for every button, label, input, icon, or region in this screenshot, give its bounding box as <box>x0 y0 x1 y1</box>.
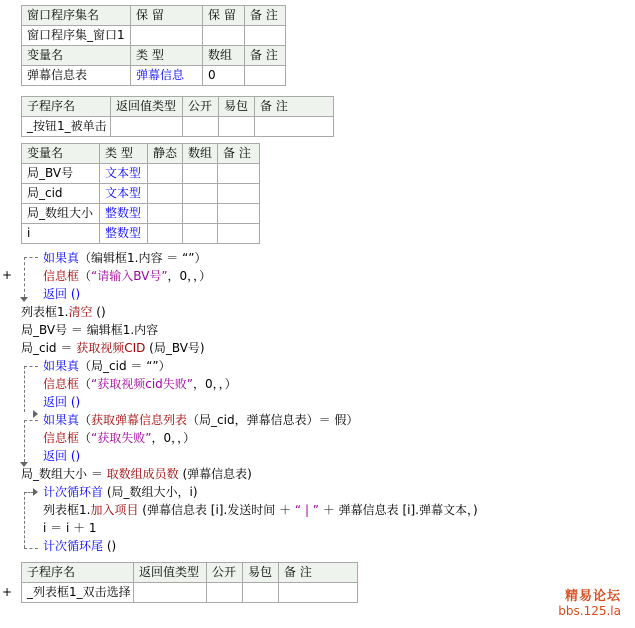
string-literal: “请输入BV号” <box>91 269 168 283</box>
watermark-title: 精易论坛 <box>564 589 621 604</box>
local-var-type[interactable]: 文本型 <box>100 184 148 204</box>
cell[interactable] <box>245 26 286 46</box>
keyword: 计次循环首 <box>43 485 104 499</box>
code-text: （局_cid ＝ “”） <box>79 359 171 373</box>
header-cell: 类 型 <box>131 46 203 66</box>
keyword: 如果真 <box>43 359 80 373</box>
flow-guide <box>24 257 25 297</box>
string-literal: “获取视频cid失败” <box>91 377 194 391</box>
code-text: ，0，，） <box>193 377 237 391</box>
string-literal: “获取失败” <box>91 431 152 445</box>
code-line[interactable] <box>43 502 478 518</box>
header-cell: 变量名 <box>22 144 100 164</box>
header-cell: 保 留 <box>131 6 203 26</box>
window-set-name[interactable]: 窗口程序集_窗口1 <box>22 26 131 46</box>
keyword: 如果真 <box>43 413 80 427</box>
flow-guide <box>24 366 38 367</box>
code-line[interactable] <box>43 412 358 428</box>
header-cell: 备 注 <box>218 144 260 164</box>
command: 取数组成员数 <box>106 467 179 481</box>
local-var-type[interactable]: 整数型 <box>100 224 148 244</box>
code-line[interactable] <box>43 520 97 536</box>
code-line[interactable] <box>43 250 207 266</box>
expand-icon[interactable]: + <box>2 585 13 599</box>
code-line[interactable] <box>43 286 80 302</box>
code-line[interactable] <box>21 304 106 320</box>
cell[interactable] <box>243 583 279 603</box>
flow-guide <box>24 257 38 258</box>
code-text: (局_数组大小，i) <box>103 485 198 499</box>
command: 信息框 <box>43 269 80 283</box>
var-note[interactable] <box>245 66 286 86</box>
header-cell: 返回值类型 <box>134 563 207 583</box>
code-text: 返回 () <box>43 287 81 301</box>
cell[interactable] <box>148 184 183 204</box>
code-text: （ <box>79 377 92 391</box>
flow-guide <box>24 420 25 462</box>
command: 加入项目 <box>90 503 139 517</box>
code-line[interactable] <box>43 484 198 500</box>
keyword: 如果真 <box>43 251 80 265</box>
expand-icon[interactable]: + <box>2 268 13 282</box>
header-cell: 变量名 <box>22 46 131 66</box>
code-line[interactable] <box>43 538 116 554</box>
cell[interactable] <box>279 583 358 603</box>
subroutine-table <box>21 96 334 137</box>
command: 信息框 <box>43 377 80 391</box>
header-cell: 备 注 <box>245 46 286 66</box>
header-cell: 备 注 <box>279 563 358 583</box>
code-line[interactable] <box>43 268 211 284</box>
code-text: () <box>103 539 117 553</box>
flow-arrow-icon <box>33 488 38 496</box>
local-var-table <box>21 143 260 244</box>
header-cell: 数组 <box>183 144 218 164</box>
header-cell: 子程序名 <box>22 563 134 583</box>
header-cell: 公开 <box>183 97 219 117</box>
flow-guide <box>24 492 25 548</box>
header-cell: 类 型 <box>100 144 148 164</box>
code-line[interactable] <box>43 448 80 464</box>
watermark <box>558 585 621 618</box>
watermark-url: bbs.125.la <box>558 604 621 618</box>
subroutine-name[interactable]: _按钮1_被单击 <box>22 117 111 137</box>
header-cell: 静态 <box>148 144 183 164</box>
code-text: 局_数组大小 ＝ <box>21 467 107 481</box>
code-text: （ <box>79 413 92 427</box>
cell[interactable] <box>183 117 219 137</box>
window-set-table <box>21 5 286 86</box>
cell[interactable] <box>218 164 260 184</box>
cell[interactable] <box>218 224 260 244</box>
header-cell: 保 留 <box>203 6 245 26</box>
command: 信息框 <box>43 431 80 445</box>
command: 清空 <box>68 305 93 319</box>
flow-guide <box>24 366 25 412</box>
header-cell: 备 注 <box>245 6 286 26</box>
flow-guide <box>24 548 38 549</box>
string-literal: “ | ” <box>294 503 320 517</box>
var-name[interactable]: 弹幕信息表 <box>22 66 131 86</box>
header-cell: 易包 <box>243 563 279 583</box>
code-text: ，0，，） <box>151 431 196 445</box>
cell[interactable] <box>219 117 255 137</box>
local-var-name[interactable]: 局_cid <box>22 184 100 204</box>
cell[interactable] <box>111 117 183 137</box>
cell[interactable] <box>148 204 183 224</box>
cell[interactable] <box>207 583 243 603</box>
cell[interactable] <box>131 26 203 46</box>
cell[interactable] <box>183 204 218 224</box>
code-line[interactable] <box>21 340 205 356</box>
cell[interactable] <box>148 224 183 244</box>
code-text: 局_BV号 ＝ 编辑框1.内容 <box>21 323 159 337</box>
cell[interactable] <box>183 224 218 244</box>
cell[interactable] <box>183 184 218 204</box>
code-text: （编辑框1.内容 ＝ “”） <box>79 251 207 265</box>
local-var-name[interactable]: 局_BV号 <box>22 164 100 184</box>
code-text: i ＝ i ＋ 1 <box>43 521 97 535</box>
code-line[interactable] <box>21 466 252 482</box>
flow-guide <box>24 420 38 421</box>
code-text: ，0，，） <box>167 269 212 283</box>
local-var-name[interactable]: 局_数组大小 <box>22 204 100 224</box>
header-cell: 公开 <box>207 563 243 583</box>
header-cell: 返回值类型 <box>111 97 183 117</box>
code-text: 列表框1. <box>21 305 69 319</box>
header-cell: 窗口程序集名 <box>22 6 131 26</box>
header-cell: 易包 <box>219 97 255 117</box>
header-cell: 子程序名 <box>22 97 111 117</box>
code-text: （ <box>79 269 92 283</box>
cell[interactable] <box>148 164 183 184</box>
local-var-name[interactable]: i <box>22 224 100 244</box>
cell[interactable] <box>255 117 334 137</box>
command: 获取视频CID <box>76 341 146 355</box>
command: 获取弹幕信息列表 <box>91 413 188 427</box>
code-text: (局_BV号) <box>145 341 205 355</box>
code-text: (弹幕信息表 [i].发送时间 ＋ <box>138 503 295 517</box>
header-cell: 备 注 <box>255 97 334 117</box>
code-line[interactable] <box>21 322 158 338</box>
cell[interactable] <box>218 204 260 224</box>
code-text: （ <box>79 431 92 445</box>
flow-arrow-icon <box>33 410 38 418</box>
code-text: （局_cid，弹幕信息表）＝ 假） <box>187 413 359 427</box>
keyword: 计次循环尾 <box>43 539 104 553</box>
flow-arrow-icon <box>20 297 28 302</box>
subroutine-name[interactable]: _列表框1_双击选择 <box>22 583 134 603</box>
code-line[interactable] <box>43 358 171 374</box>
header-cell: 数组 <box>203 46 245 66</box>
var-type[interactable]: 弹幕信息 <box>131 66 203 86</box>
var-array[interactable]: 0 <box>203 66 245 86</box>
code-text: () <box>92 305 106 319</box>
code-text: 列表框1. <box>43 503 91 517</box>
code-text: 返回 () <box>43 395 81 409</box>
cell[interactable] <box>218 184 260 204</box>
local-var-type[interactable]: 整数型 <box>100 204 148 224</box>
code-text: ＋ 弹幕信息表 [i].弹幕文本，) <box>319 503 478 517</box>
code-text: (弹幕信息表) <box>178 467 252 481</box>
cell[interactable] <box>183 164 218 184</box>
code-line[interactable] <box>43 394 80 410</box>
code-text: 局_cid ＝ <box>21 341 77 355</box>
code-text: 返回 () <box>43 449 81 463</box>
subroutine-table <box>21 562 358 603</box>
cell[interactable] <box>134 583 207 603</box>
cell[interactable] <box>203 26 245 46</box>
local-var-type[interactable]: 文本型 <box>100 164 148 184</box>
code-line[interactable] <box>43 430 195 446</box>
code-line[interactable] <box>43 376 237 392</box>
